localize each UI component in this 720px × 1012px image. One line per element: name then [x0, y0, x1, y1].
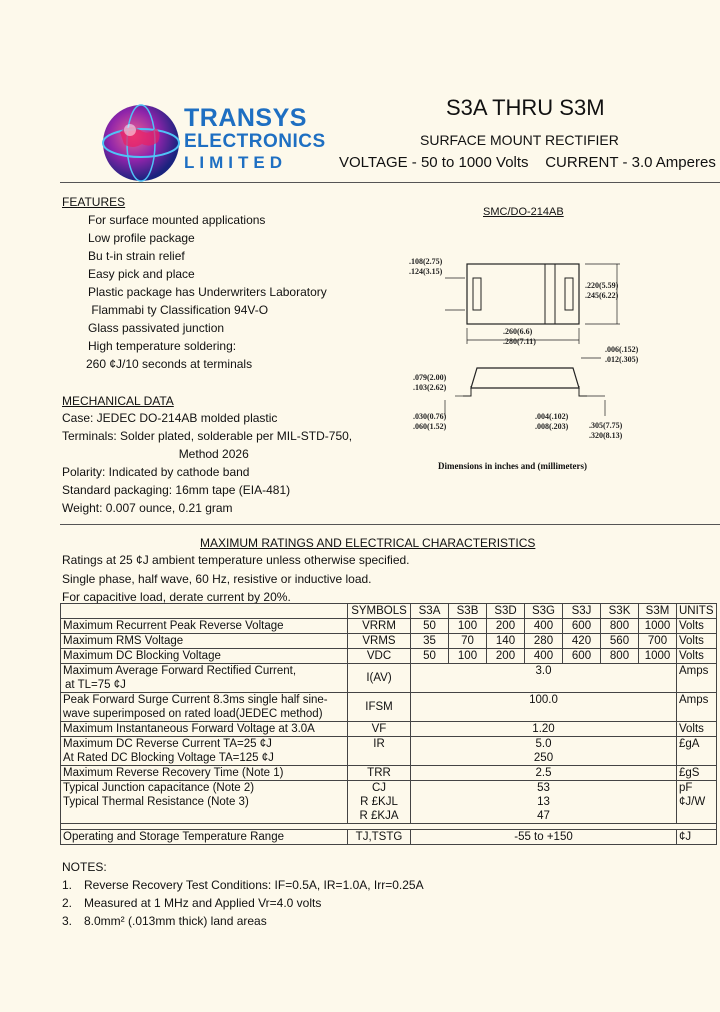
unit-cell: ¢J [677, 830, 717, 845]
dim-label: .280(7.11) [503, 337, 536, 346]
feature-item: For surface mounted applications [88, 213, 266, 227]
features-list [88, 211, 327, 373]
param-cell: Maximum Instantaneous Forward Voltage at 3.0A [61, 722, 348, 737]
table-row [61, 781, 717, 824]
unit-cell: pF ¢J/W [677, 781, 717, 824]
mechanical-item: Method 2026 [62, 447, 249, 461]
value-cell: 420 [563, 634, 601, 649]
value-cell: 560 [601, 634, 639, 649]
symbol-cell: TRR [348, 766, 411, 781]
value-cell: 70 [449, 634, 487, 649]
feature-item: Flammabi ty Classification 94V-O [88, 303, 269, 317]
table-header-cell: S3J [563, 604, 601, 619]
ratings-note: Ratings at 25 ¢J ambient temperature unless otherwise specified. [62, 553, 410, 567]
param-cell: Maximum Reverse Recovery Time (Note 1) [61, 766, 348, 781]
dim-label: .004(.102) [535, 412, 569, 421]
mechanical-item: Weight: 0.007 ounce, 0.21 gram [62, 501, 233, 515]
feature-item: High temperature soldering: [88, 339, 237, 353]
feature-item: Low profile package [88, 231, 195, 245]
company-name-line1: TRANSYS [184, 104, 307, 132]
feature-item: 260 ¢J/10 seconds at terminals [86, 357, 253, 371]
value-cell: 200 [487, 649, 525, 664]
dim-label: .030(0.76) [413, 412, 447, 421]
table-row [61, 634, 717, 649]
value-cell: 1000 [639, 619, 677, 634]
value-cell: 50 [411, 619, 449, 634]
table-header-cell: S3K [601, 604, 639, 619]
dim-label: .012(.305) [605, 355, 639, 364]
ratings-title: MAXIMUM RATINGS AND ELECTRICAL CHARACTERISTICS [200, 536, 536, 550]
dim-label: .124(3.15) [409, 267, 443, 276]
value-cell: 100.0 [411, 693, 677, 722]
notes-section [62, 858, 424, 930]
value-cell: 600 [563, 649, 601, 664]
voltage-current-line: VOLTAGE - 50 to 1000 Volts CURRENT - 3.0 Amperes [339, 154, 716, 171]
mechanical-list [62, 409, 352, 517]
table-header-cell: S3G [525, 604, 563, 619]
symbol-cell: VDC [348, 649, 411, 664]
value-cell: 280 [525, 634, 563, 649]
value-cell: 35 [411, 634, 449, 649]
dim-label: .060(1.52) [413, 422, 447, 431]
note-item: 3. 8.0mm² (.013mm thick) land areas [62, 914, 267, 928]
value-cell: 200 [487, 619, 525, 634]
symbol-cell: VF [348, 722, 411, 737]
value-cell: -55 to +150 [411, 830, 677, 845]
value-cell: 53 13 47 [411, 781, 677, 824]
symbol-cell: VRRM [348, 619, 411, 634]
table-header-cell: UNITS [677, 604, 717, 619]
ratings-note: Single phase, half wave, 60 Hz, resistive or inductive load. [62, 572, 372, 586]
dim-label: .103(2.62) [413, 383, 447, 392]
table-header-cell: S3B [449, 604, 487, 619]
feature-item: Easy pick and place [88, 267, 195, 281]
features-heading: FEATURES [62, 195, 126, 209]
divider [60, 182, 720, 183]
dim-label: .260(6.6) [503, 327, 533, 336]
note-item: 2. Measured at 1 MHz and Applied Vr=4.0 volts [62, 896, 322, 910]
symbol-cell: TJ,TSTG [348, 830, 411, 845]
value-cell: 800 [601, 619, 639, 634]
dim-label: .108(2.75) [409, 257, 443, 266]
param-cell: Typical Junction capacitance (Note 2) Typical Thermal Resistance (Note 3) [61, 781, 348, 824]
value-cell: 100 [449, 619, 487, 634]
product-subtitle: SURFACE MOUNT RECTIFIER [420, 132, 619, 148]
note-item: 1. Reverse Recovery Test Conditions: IF=0.5A, IR=1.0A, Irr=0.25A [62, 878, 424, 892]
package-body-side [471, 368, 579, 388]
unit-cell: £gA [677, 737, 717, 766]
package-body-top [467, 264, 579, 324]
mechanical-item: Case: JEDEC DO-214AB molded plastic [62, 411, 278, 425]
value-cell: 50 [411, 649, 449, 664]
param-cell: Operating and Storage Temperature Range [61, 830, 348, 845]
param-cell: Maximum RMS Voltage [61, 634, 348, 649]
dim-label: .320(8.13) [589, 431, 623, 440]
table-row [61, 693, 717, 722]
value-cell: 800 [601, 649, 639, 664]
unit-cell: £gS [677, 766, 717, 781]
param-cell: Maximum Recurrent Peak Reverse Voltage [61, 619, 348, 634]
value-cell: 1000 [639, 649, 677, 664]
value-cell: 5.0 250 [411, 737, 677, 766]
dimension-note: Dimensions in inches and (millimeters) [438, 461, 588, 471]
mechanical-heading: MECHANICAL DATA [62, 394, 174, 408]
unit-cell: Volts [677, 649, 717, 664]
value-cell: 1.20 [411, 722, 677, 737]
value-cell: 600 [563, 619, 601, 634]
dim-label: .079(2.00) [413, 373, 447, 382]
feature-item: Bu t-in strain relief [88, 249, 185, 263]
table-row [61, 619, 717, 634]
table-row [61, 649, 717, 664]
table-header-cell [61, 604, 348, 619]
table-row [61, 722, 717, 737]
dim-label: .305(7.75) [589, 421, 623, 430]
value-cell: 3.0 [411, 664, 677, 693]
symbol-cell: IR [348, 737, 411, 766]
dim-label: .006(.152) [605, 345, 639, 354]
symbol-cell: IFSM [348, 693, 411, 722]
table-row [61, 766, 717, 781]
feature-item: Glass passivated junction [88, 321, 225, 335]
table-row [61, 830, 717, 845]
param-cell: Maximum DC Blocking Voltage [61, 649, 348, 664]
feature-item: Plastic package has Underwriters Laboratory [88, 285, 327, 299]
company-name-line3: LIMITED [184, 153, 287, 172]
mechanical-item: Terminals: Solder plated, solderable per MIL-STD-750, [62, 429, 353, 443]
value-cell: 400 [525, 619, 563, 634]
unit-cell: Amps [677, 664, 717, 693]
symbol-cell: I(AV) [348, 664, 411, 693]
unit-cell: Amps [677, 693, 717, 722]
value-cell: 700 [639, 634, 677, 649]
company-logo-globe [100, 102, 182, 184]
page-title: S3A THRU S3M [446, 95, 605, 120]
company-name-line2: ELECTRONICS [184, 131, 326, 152]
symbol-cell: CJ R £KJL R £KJA [348, 781, 411, 824]
mechanical-item: Standard packaging: 16mm tape (EIA-481) [62, 483, 291, 497]
mechanical-item: Polarity: Indicated by cathode band [62, 465, 250, 479]
ratings-table [60, 603, 717, 845]
value-cell: 140 [487, 634, 525, 649]
table-row [61, 664, 717, 693]
divider [60, 524, 720, 525]
table-header-cell: S3D [487, 604, 525, 619]
dim-label: .245(6.22) [585, 291, 619, 300]
notes-heading: NOTES: [62, 860, 107, 874]
value-cell: 400 [525, 649, 563, 664]
package-label: SMC/DO-214AB [483, 206, 564, 218]
dim-label: .220(5.59) [585, 281, 619, 290]
table-row [61, 737, 717, 766]
unit-cell: Volts [677, 634, 717, 649]
value-cell: 2.5 [411, 766, 677, 781]
unit-cell: Volts [677, 619, 717, 634]
param-cell: Peak Forward Surge Current 8.3ms single half sine- wave superimposed on rated load(JEDEC method) [61, 693, 348, 722]
param-cell: Maximum DC Reverse Current TA=25 ¢J At Rated DC Blocking Voltage TA=125 ¢J [61, 737, 348, 766]
dim-label: .008(.203) [535, 422, 569, 431]
package-dimension-drawing [405, 240, 645, 450]
table-header-cell: S3A [411, 604, 449, 619]
table-header-row [61, 604, 717, 619]
table-header-cell: S3M [639, 604, 677, 619]
value-cell: 100 [449, 649, 487, 664]
unit-cell: Volts [677, 722, 717, 737]
table-header-cell: SYMBOLS [348, 604, 411, 619]
symbol-cell: VRMS [348, 634, 411, 649]
param-cell: Maximum Average Forward Rectified Current, at TL=75 ¢J [61, 664, 348, 693]
ratings-note: For capacitive load, derate current by 20%. [62, 590, 291, 604]
